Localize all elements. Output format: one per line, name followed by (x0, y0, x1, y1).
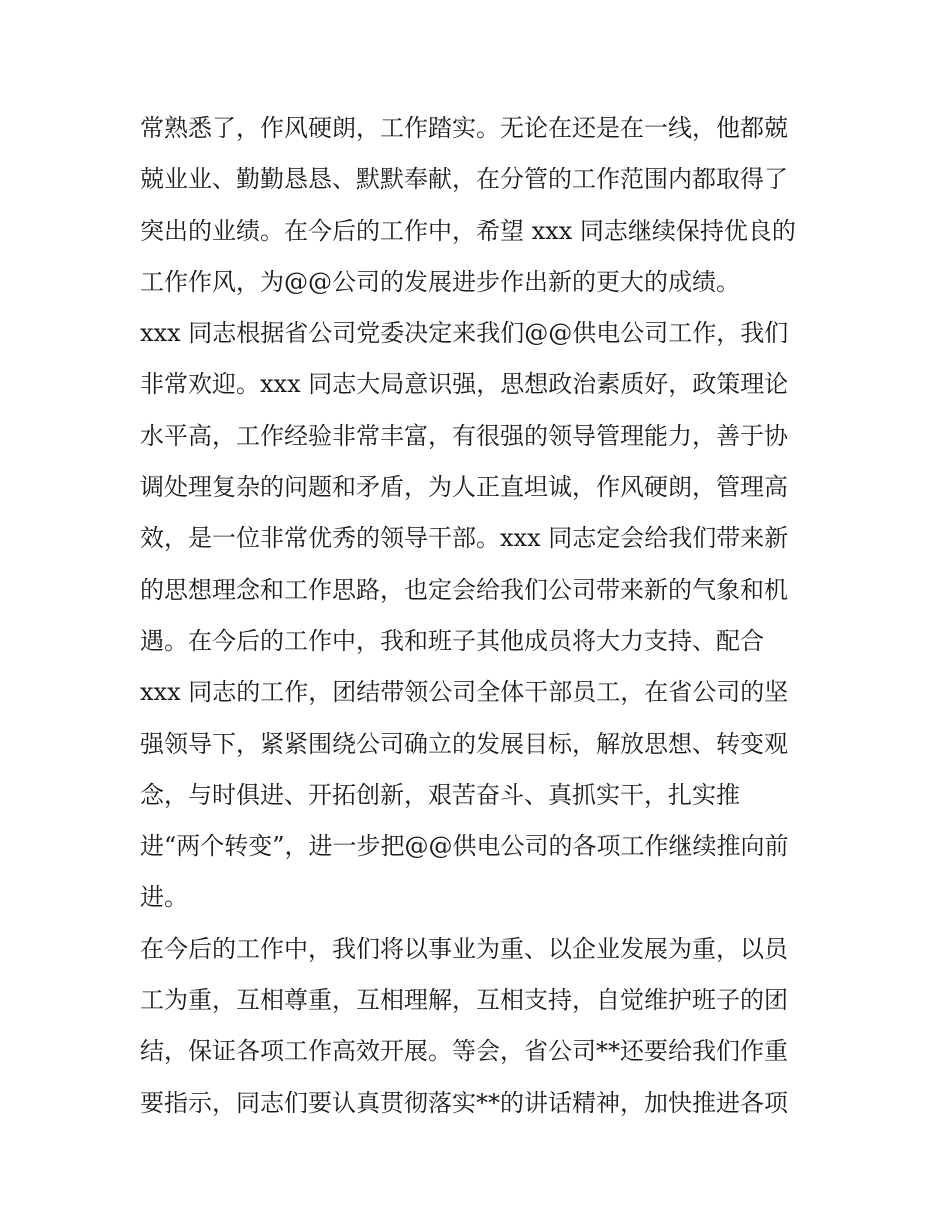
text-line: 结，保证各项工作高效开展。等会，省公司**还要给我们作重 (140, 1037, 788, 1066)
text-line: 突出的业绩。在今后的工作中，希望 xxx 同志继续保持优良的 (140, 216, 796, 245)
document-body (140, 103, 820, 1129)
text-line: 进。 (140, 883, 188, 912)
text-line: 在今后的工作中，我们将以事业为重、以企业发展为重，以员 (140, 934, 788, 963)
text-line: 要指示，同志们要认真贯彻落实**的讲话精神，加快推进各项 (140, 1088, 788, 1117)
text-line: 遇。在今后的工作中，我和班子其他成员将大力支持、配合 (140, 626, 764, 655)
text-line: 工作作风，为@@公司的发展进步作出新的更大的成绩。 (140, 267, 740, 296)
text-line: 的思想理念和工作思路，也定会给我们公司带来新的气象和机 (140, 575, 788, 604)
paragraph-1 (140, 103, 820, 308)
text-line: 水平高，工作经验非常丰富，有很强的领导管理能力，善于协 (140, 421, 788, 450)
text-line: 调处理复杂的问题和矛盾，为人正直坦诚，作风硬朗，管理高 (140, 473, 788, 502)
text-line: 强领导下，紧紧围绕公司确立的发展目标，解放思想、转变观 (140, 729, 788, 758)
text-line: 非常欢迎。xxx 同志大局意识强，思想政治素质好，政策理论 (140, 370, 789, 399)
paragraph-2 (140, 308, 820, 924)
text-line: xxx 同志的工作，团结带领公司全体干部员工，在省公司的坚 (140, 678, 789, 707)
text-line: xxx 同志根据省公司党委决定来我们@@供电公司工作，我们 (140, 319, 789, 348)
text-line: 效，是一位非常优秀的领导干部。xxx 同志定会给我们带来新 (140, 524, 789, 553)
text-line: 兢业业、勤勤恳恳、默默奉献，在分管的工作范围内都取得了 (140, 165, 788, 194)
paragraph-3 (140, 924, 820, 1129)
text-line: 常熟悉了，作风硬朗，工作踏实。无论在还是在一线，他都兢 (140, 114, 788, 142)
text-line: 念，与时俱进、开拓创新，艰苦奋斗、真抓实干，扎实推 (140, 780, 740, 809)
text-line: 进“两个转变”，进一步把@@供电公司的各项工作继续推向前 (140, 832, 789, 861)
text-line: 工为重，互相尊重，互相理解，互相支持，自觉维护班子的团 (140, 986, 788, 1015)
